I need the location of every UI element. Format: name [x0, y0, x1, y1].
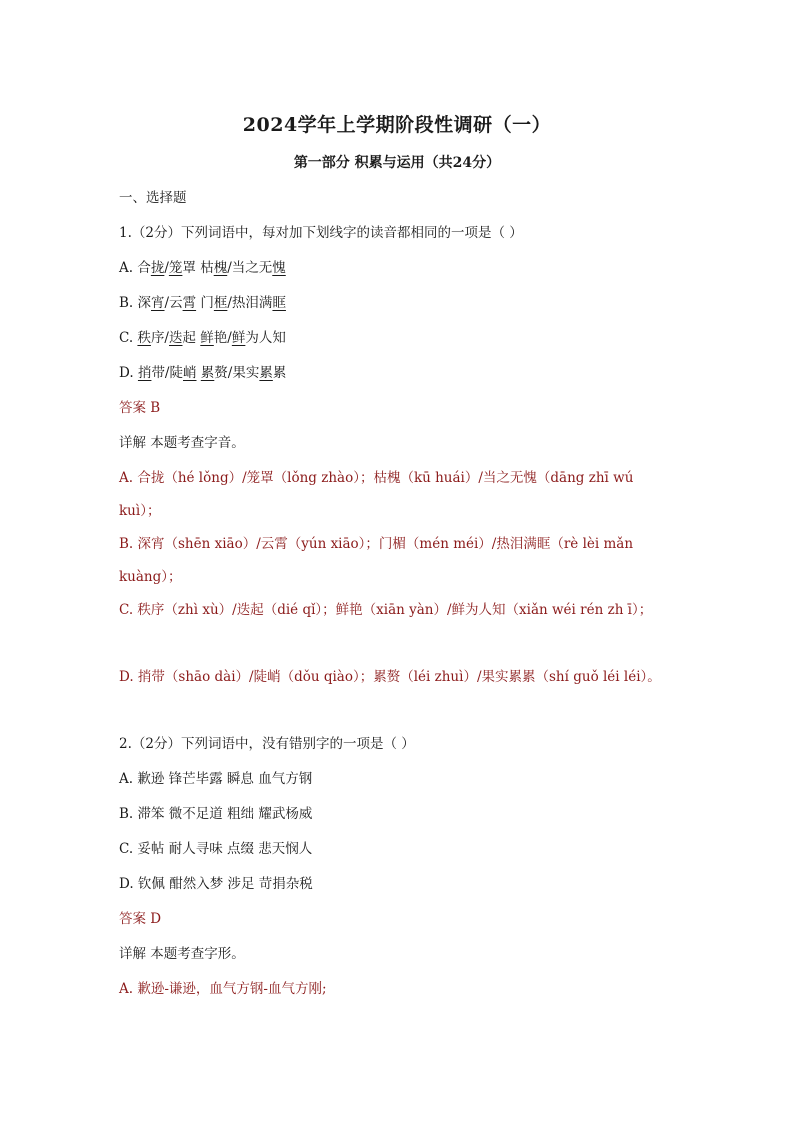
question-1-option-d: D. 捎带/陡峭 累赘/果实累累: [119, 365, 287, 381]
part-subtitle: 第一部分 积累与运用（共24分）: [293, 155, 501, 171]
question-2-stem: 2.（2分）下列词语中，没有错别字的一项是（ ）: [119, 736, 415, 752]
question-1-stem: 1.（2分）下列词语中，每对加下划线字的读音都相同的一项是（ ）: [119, 225, 523, 241]
question-1-option-b: B. 深宵/云霄 门框/热泪满眶: [119, 295, 286, 311]
question-1-option-c: C. 秩序/迭起 鲜艳/鲜为人知: [119, 330, 286, 346]
question-1-option-a: A. 合拢/笼罩 枯槐/当之无愧: [119, 260, 286, 276]
question-2-explain: 详解 本题考查字形。: [119, 946, 245, 962]
question-2-detail-a: A. 歉逊-谦逊，血气方钢-血气方刚;: [119, 981, 327, 997]
question-1-detail-b: B. 深宵（shēn xiāo）/云霄（yún xiāo）；门楣（mén méi）/热泪满眶（rè lèi mǎn kuàng）；: [119, 536, 634, 585]
question-2-option-a: A. 歉逊 锋芒毕露 瞬息 血气方钢: [119, 771, 313, 787]
question-1-detail-a: A. 合拢（hé lǒng）/笼罩（lǒng zhào）；枯槐（kū huái）/当之无愧（dāng zhī wú kuì）；: [119, 470, 634, 519]
question-1-answer: 答案 B: [119, 400, 161, 416]
question-1-detail-d: D. 捎带（shāo dài）/陡峭（dǒu qiào）；累赘（léi zhuì）/果实累累（shí guǒ léi léi）。: [119, 669, 661, 685]
question-2-option-c: C. 妥帖 耐人寻味 点缀 悲天悯人: [119, 841, 313, 857]
question-2-option-b: B. 滞笨 微不足道 粗绌 耀武杨威: [119, 806, 313, 822]
question-1-detail-c: C. 秩序（zhì xù）/迭起（dié qǐ）；鲜艳（xiān yàn）/鲜为人知（xiǎn wéi rén zh ī）；: [119, 602, 653, 618]
question-1-explain: 详解 本题考查字音。: [119, 435, 245, 451]
question-2-answer: 答案 D: [119, 911, 162, 927]
question-2-option-d: D. 钦佩 酣然入梦 涉足 苛捐杂税: [119, 876, 313, 892]
section-heading: 一、选择题: [119, 190, 187, 206]
page-title: 2024学年上学期阶段性调研（一）: [242, 114, 552, 136]
